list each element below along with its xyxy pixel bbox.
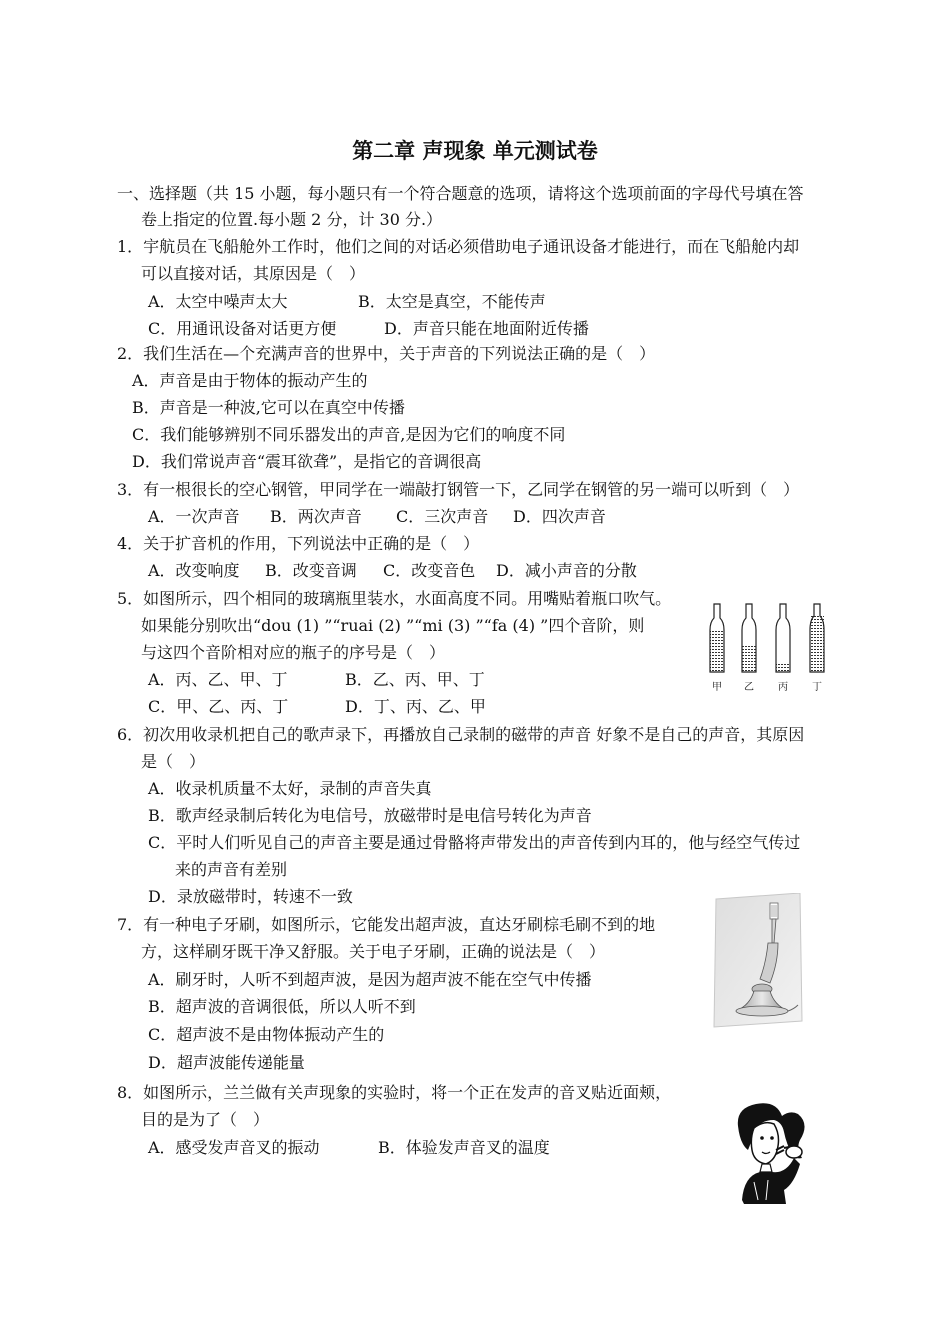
option-d: D．我们常说声音“震耳欲聋”，是指它的音调很高 [132,452,482,471]
question-stem: 可以直接对话，其原因是（ ） [141,264,366,283]
question-stem: 1．宇航员在飞船舱外工作时，他们之间的对话必须借助电子通讯设备才能进行，而在飞船舱内却 [117,237,800,256]
option-a: A．丙、乙、甲、丁 [148,670,288,689]
option-b: B．改变音调 [265,561,357,580]
option-a: A．一次声音 [148,507,240,526]
option-b: B．乙、丙、甲、丁 [345,670,485,689]
question-stem: 4．关于扩音机的作用，下列说法中正确的是（ ） [117,534,480,553]
bottle-jia [710,604,724,672]
option-a: A．改变响度 [148,561,240,580]
question-stem: 是（ ） [141,752,206,771]
question-stem: 2．我们生活在—个充满声音的世界中，关于声音的下列说法正确的是（ ） [117,344,656,363]
option-b: B．歌声经录制后转化为电信号，放磁带时是电信号转化为声音 [148,806,592,825]
option-b: B．体验发声音叉的温度 [378,1138,550,1157]
option-c: C．平时人们听见自己的声音主要是通过骨骼将声带发出的声音传到内耳的，他与经空气传过 [148,833,801,852]
option-c: C．我们能够辨别不同乐器发出的声音,是因为它们的响度不同 [132,425,566,444]
bottle-label-bing: 丙 [778,682,788,693]
option-c: C．三次声音 [396,507,489,526]
bottle-bing [776,604,790,672]
option-c: C．超声波不是由物体振动产生的 [148,1025,385,1044]
bottle-label-ding: 丁 [812,682,822,693]
option-a: A．感受发声音叉的振动 [148,1138,320,1157]
option-b: B．太空是真空，不能传声 [358,292,546,311]
option-c: C．改变音色 [383,561,476,580]
bottle-label-yi: 乙 [744,682,754,693]
question-stem: 6．初次用收录机把自己的歌声录下，再播放自己录制的磁带的声音 好象不是自己的声音，其原因 [117,725,805,744]
option-d: D．四次声音 [513,507,606,526]
question-stem: 目的是为了（ ） [141,1110,270,1129]
bottles-figure [700,598,840,694]
option-a: A．收录机质量不太好，录制的声音失真 [148,779,432,798]
option-c: C．甲、乙、丙、丁 [148,697,289,716]
question-stem: 3．有一根很长的空心钢管，甲同学在一端敲打钢管一下，乙同学在钢管的另一端可以听到（ ） [117,480,800,499]
option-b: B．声音是一种波,它可以在真空中传播 [132,398,405,417]
option-d: D．声音只能在地面附近传播 [384,319,589,338]
option-b: B．两次声音 [270,507,362,526]
electric-toothbrush-photo [712,893,804,1029]
question-stem: 8．如图所示，兰兰做有关声现象的实验时，将一个正在发声的音叉贴近面颊， [117,1083,672,1102]
question-stem: 与这四个音阶相对应的瓶子的序号是（ ） [141,643,446,662]
option-c-continued: 来的声音有差别 [175,860,288,879]
option-d: D．录放磁带时，转速不一致 [148,887,353,906]
option-d: D．超声波能传递能量 [148,1053,305,1072]
option-a: A．刷牙时，人听不到超声波，是因为超声波不能在空气中传播 [148,970,592,989]
bottle-label-jia: 甲 [712,682,722,693]
question-stem: 方，这样刷牙既干净又舒服。关于电子牙刷，正确的说法是（ ） [141,942,606,961]
question-stem: 如果能分别吹出“dou (1) ”“ruai (2) ”“mi (3) ”“fa (4) ”四个音阶，则 [141,616,645,635]
girl-tuning-fork-drawing [724,1100,820,1206]
option-a: A．太空中噪声太大 [148,292,288,311]
option-a: A．声音是由于物体的振动产生的 [132,371,368,390]
section-line-2: 卷上指定的位置.每小题 2 分，计 30 分.） [141,210,443,229]
option-d: D．减小声音的分散 [496,561,637,580]
section-line-1: 一、选择题（共 15 小题，每小题只有一个符合题意的选项，请将这个选项前面的字母代号填在答 [117,184,804,203]
option-c: C．用通讯设备对话更方便 [148,319,337,338]
bottle-ding [810,604,824,672]
question-stem: 5．如图所示，四个相同的玻璃瓶里装水，水面高度不同。用嘴贴着瓶口吹气。 [117,589,672,608]
page-title: 第二章 声现象 单元测试卷 [352,139,598,163]
option-b: B．超声波的音调很低，所以人听不到 [148,997,416,1016]
question-stem: 7．有一种电子牙刷，如图所示，它能发出超声波，直达牙刷棕毛刷不到的地 [117,915,656,934]
bottle-yi [742,604,756,672]
option-d: D．丁、丙、乙、甲 [345,697,486,716]
